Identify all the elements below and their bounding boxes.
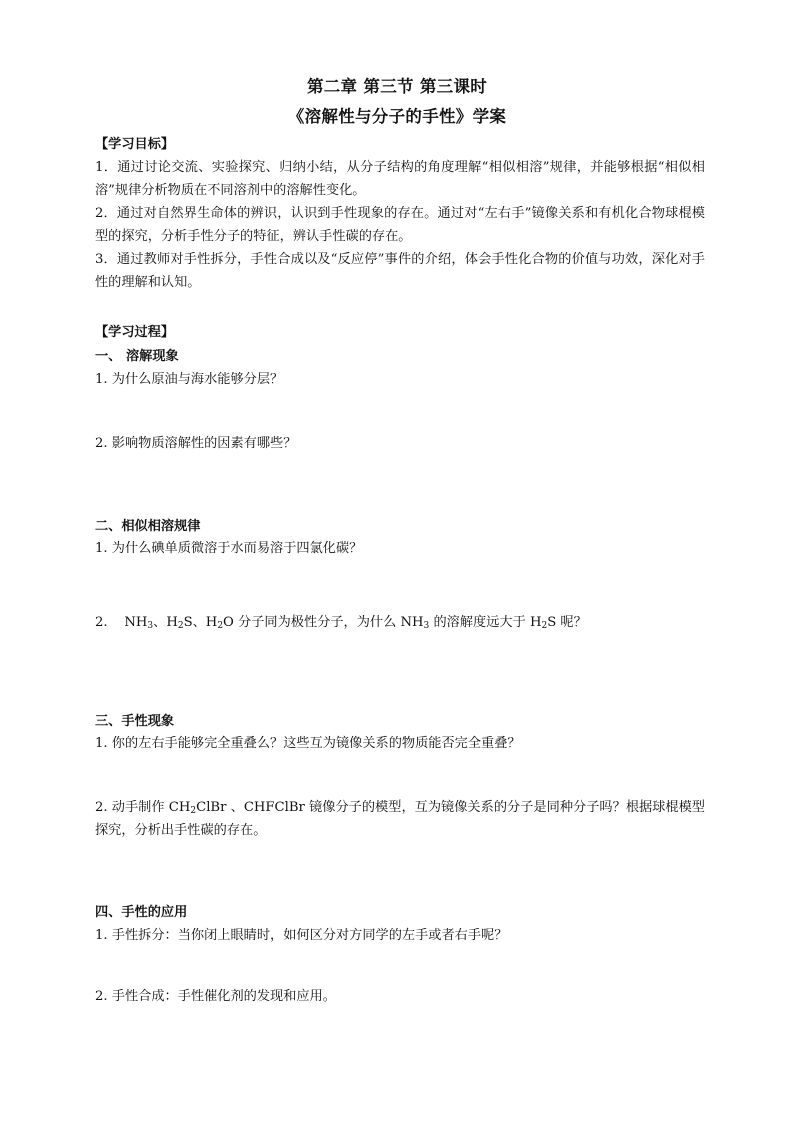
objective-1: 1．通过讨论交流、实验探究、归纳小结，从分子结构的角度理解“相似相溶”规律，并能够根据“相似相溶”规律分析物质在不同溶剂中的溶解性变化。 [95, 160, 705, 198]
q2-text: 、H [153, 615, 178, 630]
section-1-question-1: 1. 为什么原油与海水能够分层？ [95, 372, 284, 387]
section-4-question-2: 2. 手性合成：手性催化剂的发现和应用。 [95, 989, 336, 1004]
q2-number: 2. [95, 615, 125, 630]
q2-text: S 呢？ [547, 615, 587, 630]
objective-2: 2．通过对自然界生命体的辨识，认识到手性现象的存在。通过对“左右手”镜像关系和有机化合物球棍模型的探究，分析手性分子的特征，辨认手性碳的存在。 [95, 206, 705, 244]
q2-text: NH [124, 615, 148, 630]
q2-text: ClBr 、CHFClBr 镜像分子的模型，互为镜像关系的分子是同种分子吗？根据球棍模型探究，分析出手性碳的存在。 [95, 800, 705, 838]
section-1-heading: 一、 溶解现象 [95, 349, 179, 364]
section-3-question-2 [95, 796, 705, 842]
section-3-heading: 三、手性现象 [95, 714, 175, 729]
q2-text: O 分子同为极性分子，为什么 NH [223, 615, 424, 630]
subscript: 2 [541, 621, 548, 631]
subscript: 3 [147, 621, 154, 631]
q2-text: S、H [183, 615, 218, 630]
objectives-heading: 【学习目标】 [95, 137, 175, 152]
section-3-question-1: 1. 你的左右手能够完全重叠么？这些互为镜像关系的物质能否完全重叠？ [95, 736, 521, 751]
process-heading: 【学习过程】 [95, 325, 175, 340]
section-2-heading: 二、相似相溶规律 [95, 519, 201, 534]
subscript: 3 [423, 621, 430, 631]
subscript: 2 [217, 621, 224, 631]
section-1-question-2: 2. 影响物质溶解性的因素有哪些？ [95, 436, 297, 451]
section-2-question-2 [95, 611, 705, 634]
q2-text: 的溶解度远大于 H [429, 615, 542, 630]
subscript: 2 [177, 621, 184, 631]
objective-3: 3．通过教师对手性拆分，手性合成以及“反应停”事件的介绍，体会手性化合物的价值与功效，深化对手性的理解和认知。 [95, 252, 705, 290]
section-2-question-1: 1. 为什么碘单质微溶于水而易溶于四氯化碳？ [95, 541, 363, 556]
section-4-question-1: 1. 手性拆分：当你闭上眼睛时，如何区分对方同学的左手或者右手呢？ [95, 928, 508, 943]
section-4-heading: 四、手性的应用 [95, 905, 188, 920]
title-line-2: 《溶解性与分子的手性》学案 [287, 107, 507, 126]
title-line-1: 第二章 第三节 第三课时 [306, 77, 488, 96]
subscript: 2 [190, 806, 197, 816]
q2-text: 2. 动手制作 CH [95, 800, 191, 815]
